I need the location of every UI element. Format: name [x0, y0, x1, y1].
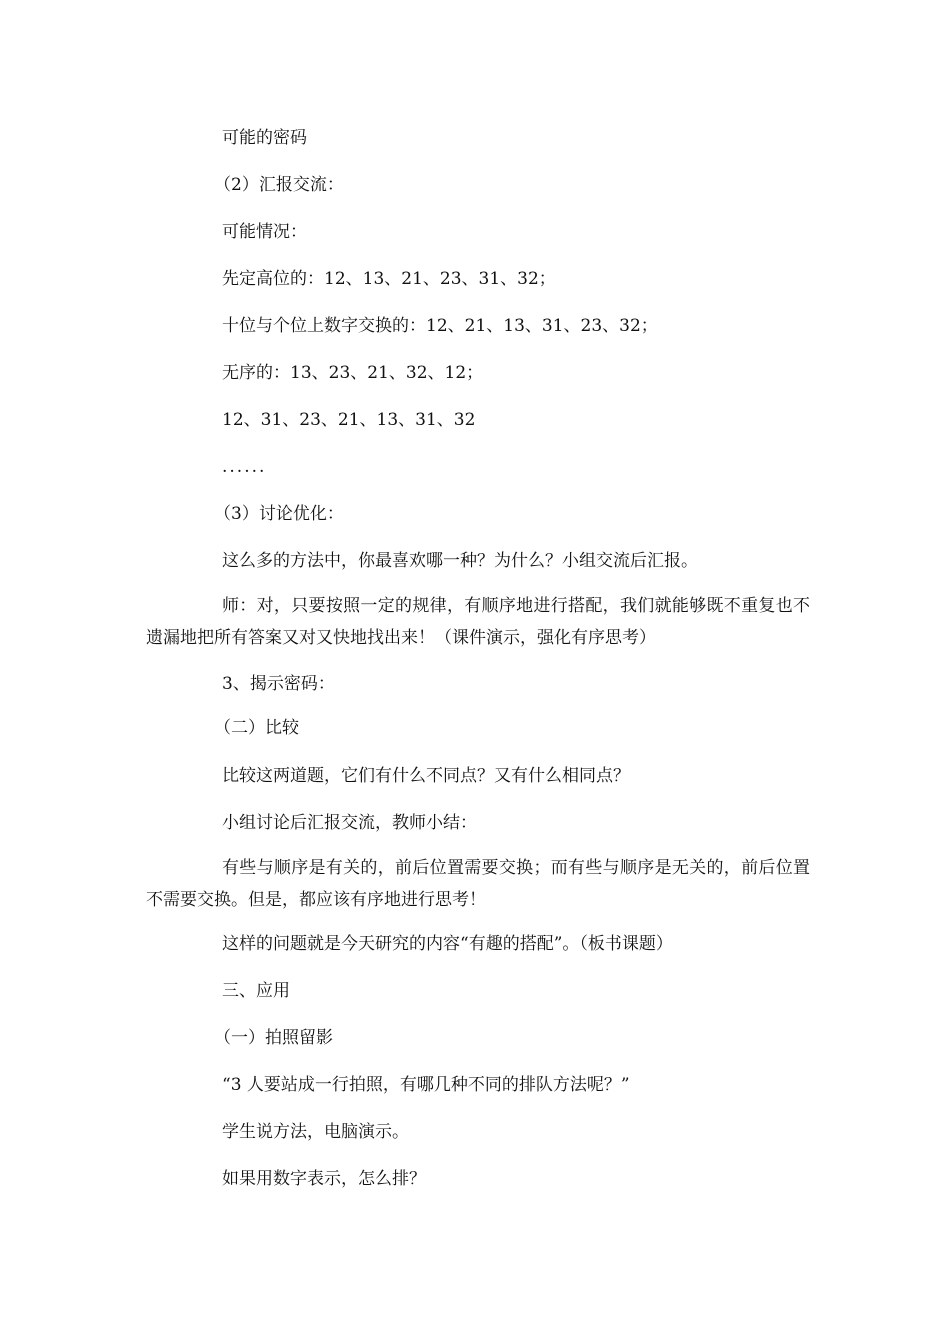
text-line-number-arrangement: 如果用数字表示，怎么排？ — [222, 1169, 426, 1189]
text-line-report-exchange: （2）汇报交流： — [214, 175, 344, 195]
section-heading-compare: （二）比较 — [214, 718, 299, 738]
text-line-possible-passwords: 可能的密码 — [222, 128, 307, 148]
text-line-number-list: 12、31、23、21、13、31、32 — [222, 410, 476, 430]
section-heading-application: 三、应用 — [222, 981, 290, 1001]
text-line-favorite-method: 这么多的方法中，你最喜欢哪一种？为什么？小组交流后汇报。 — [222, 551, 698, 571]
text-line-swap-digits: 十位与个位上数字交换的：12、21、13、31、23、32； — [222, 316, 658, 336]
section-heading-photo: （一）拍照留影 — [214, 1028, 333, 1048]
text-line-unordered: 无序的：13、23、21、32、12； — [222, 363, 484, 383]
text-line-lesson-topic: 这样的问题就是今天研究的内容“有趣的搭配”。（板书课题） — [222, 934, 673, 954]
text-line-student-methods: 学生说方法，电脑演示。 — [222, 1122, 409, 1142]
text-line-discuss-optimize: （3）讨论优化： — [214, 504, 344, 524]
text-line-photo-question: “3 人要站成一行拍照，有哪几种不同的排队方法呢？” — [222, 1075, 630, 1095]
text-line-ellipsis: ...... — [222, 457, 267, 477]
text-line-compare-questions: 比较这两道题，它们有什么不同点？又有什么相同点？ — [222, 766, 630, 786]
paragraph-teacher-summary: 师：对，只要按照一定的规律，有顺序地进行搭配，我们就能够既不重复也不遗漏地把所有答案又对又快地找出来！（课件演示，强化有序思考） — [146, 596, 810, 648]
text-line-high-digit-first: 先定高位的：12、13、21、23、31、32； — [222, 269, 556, 289]
text-line-group-discussion: 小组讨论后汇报交流，教师小结： — [222, 813, 477, 833]
text-line-possible-cases: 可能情况： — [222, 222, 307, 242]
paragraph-order-conclusion: 有些与顺序是有关的，前后位置需要交换；而有些与顺序是无关的，前后位置不需要交换。但是，都应该有序地进行思考！ — [146, 858, 810, 910]
text-line-reveal-password: 3、揭示密码： — [222, 674, 335, 694]
